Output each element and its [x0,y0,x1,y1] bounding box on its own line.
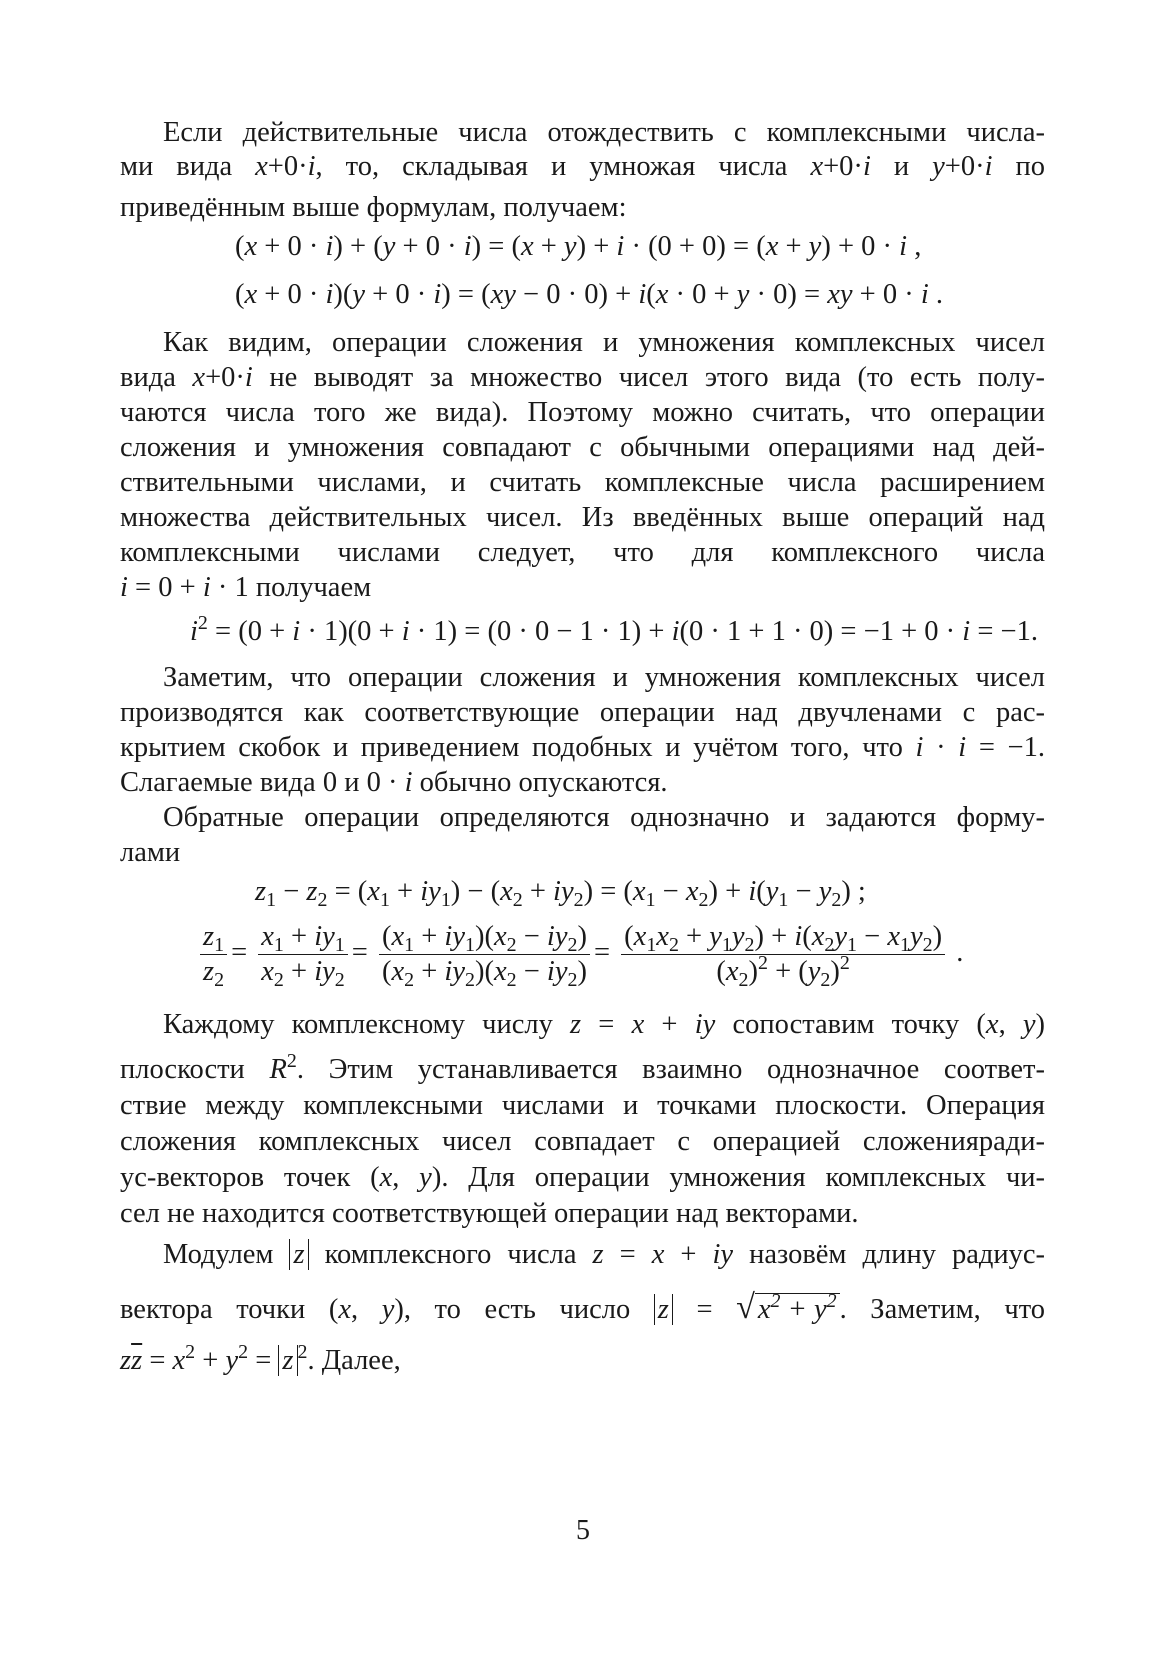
math-x-plus-0i: x+0·i [810,151,871,182]
text: ми вида [120,151,233,182]
p2-line4 [120,430,1045,466]
p3-line3: крытием скобок и приведением подобных и учётом того, что i · i = −1. [120,732,1045,763]
p6-line2 [120,1290,1045,1328]
math-zero: 0 [322,767,345,798]
p5-line1 [163,1007,1045,1043]
text: вектора точки [120,1294,306,1325]
math-i-times-i: i · i = −1 [915,732,1038,763]
text: Заметим, что операции сложения и умножения комплексных чисел [163,662,1045,693]
fraction: $\frac{x_1 + iy_1}{x_2 + iy_2}$ [258,920,348,989]
text: сопоставим точку [732,1009,960,1040]
text: Как видим, операции сложения и умножения комплексных чисел [163,327,1045,358]
p5-line4 [120,1124,1045,1160]
p4-line1 [163,800,1045,836]
p4-line2 [120,835,1045,871]
p2-line3 [120,395,1045,431]
p2-line5 [120,465,1045,501]
text: комплексными числами следует, что для комплексного числа [120,537,1045,568]
p5-line2 [120,1052,1045,1088]
text: крытием скобок и приведением подобных и учётом того, что [120,732,903,763]
text: . Для операции умножения комплексных чи- [441,1162,1046,1193]
math-point-xy: (x, y) [370,1162,442,1193]
text: обычно опускаются. [419,767,668,798]
p6-line3 [120,1343,1045,1379]
text: ствительными числами, и считать комплексные числа расширением [120,467,1045,498]
text: лами [120,837,181,868]
math-x-plus-0i: x+0·i [255,151,316,182]
text: сел не находится соответствующей операции над векторами. [120,1198,859,1229]
text: сложения и умножения совпадают с обычными операциями над дей- [120,432,1045,463]
p2-line8 [120,570,1045,606]
text: ус-векторов точек [120,1162,351,1193]
text: Слагаемые вида [120,767,316,798]
p1-line1 [163,115,1045,151]
text: производятся как соответствующие операции над двучленами с рас- [120,697,1045,728]
text: множества действительных чисел. Из введённых выше операций над [120,502,1045,533]
equation-product-real: (x + 0 · i)(y + 0 · i) = (xy − 0 · 0) + i(x · 0 + y · 0) = xy + 0 · i . [235,279,943,310]
fraction: $\frac{z_1}{z_2}$ [200,920,227,989]
p2-line7 [120,535,1045,571]
text: , то есть число [403,1294,631,1325]
text: Каждому комплексному числу [163,1009,553,1040]
math-r2: $R^2$ [269,1050,297,1085]
text: не выводят за множество чисел этого вида (то есть полу- [269,362,1046,393]
page-number: 5 [576,1515,590,1546]
p6-line1 [163,1237,1045,1273]
text: Если действительные числа отождествить с комплексными числа- [163,117,1045,148]
text: . Этим устанавливается взаимно однозначное соответ- [296,1054,1046,1085]
text: вида [120,362,176,393]
math-y-plus-0i: y+0·i [932,151,993,182]
text: получаем [255,572,372,603]
math-x-plus-0i: x+0·i [192,362,253,393]
p5-line5 [120,1160,1045,1196]
text: и [893,151,910,182]
math-point-xy: (x, y) [976,1009,1046,1040]
equation-subtraction: $z_1 - z_2 = (x_1 + iy_1) - (x_2 + iy_2) = (x_1 - x_2) + i(y_1 - y_2)$ ; [255,876,866,911]
text: Модулем [163,1239,274,1270]
math-point-xy: (x, y) [328,1294,404,1325]
text: комплексного числа [324,1239,577,1270]
p1-line2 [120,149,1045,185]
equation-i-squared: $i^2 = (0 + i \cdot 1)(0 + i \cdot 1) = (0 \cdot 0 - 1 \cdot 1) + i(0 \cdot 1 + 1 \cdot 0) = -1 + 0 \cdot i = -1$. [190,612,1038,647]
p2-line6 [120,500,1045,536]
math-i-definition: i = 0 + i · 1 [120,572,249,603]
text: Обратные операции определяются однозначно и задаются форму- [163,802,1045,833]
text: и [344,767,360,798]
text: чаются числа того же вида). Поэтому можно считать, что операции [120,397,1045,428]
equation-division: $\frac{z_1}{z_2}$ = $\frac{x_1 + iy_1}{x_2 + iy_2}$ = $\frac{(x_1 + iy_1)(x_2 - iy_2)}{(x_2 + iy_2)(x_2 - iy_2)}$ = $\frac{(x_1x_2 + y_1y_2) + i(x_2y_1 - x_1y_2)}{(x_2)^2 + (y_2)^2}$ . [196,920,963,989]
math-z-def: z = x + iy [592,1239,734,1270]
text: . Далее, [307,1345,401,1376]
text: ствие между комплексными числами и точками плоскости. Операция [120,1090,1045,1121]
text: плоскости [120,1054,245,1085]
math-z-conj: $z\overline{z} = x^2 + y^2 = z$ $^2$ [120,1341,308,1376]
p2-line2 [120,360,1045,396]
p1-line3 [120,190,1045,226]
p3-line2 [120,695,1045,731]
math-abs-z: z [289,1239,308,1270]
p3-line1 [163,660,1045,696]
p3-line4 [120,765,1045,801]
math-z-def: z = x + iy [570,1009,716,1040]
text: назовём длину радиус- [749,1239,1046,1270]
math-zero-i: 0 · i [366,767,413,798]
text: приведённым выше формулам, получаем: [120,192,627,223]
text: . Заметим, что [839,1294,1046,1325]
p2-line1 [163,325,1045,361]
text: по [1015,151,1046,182]
text: сложения комплексных чисел совпадает с операцией сложенияради- [120,1126,1045,1157]
equation-sum-real: (x + 0 · i) + (y + 0 · i) = (x + y) + i · (0 + 0) = (x + y) + 0 · i , [235,231,922,262]
fraction: $\frac{(x_1x_2 + y_1y_2) + i(x_2y_1 - x_1y_2)}{(x_2)^2 + (y_2)^2}$ [621,920,945,989]
p5-line6 [120,1196,1045,1232]
math-modulus: z = √ $x^2 + y^2$ [654,1294,840,1325]
text: , то, складывая и умножая числа [315,151,788,182]
p5-line3 [120,1088,1045,1124]
fraction: $\frac{(x_1 + iy_1)(x_2 - iy_2)}{(x_2 + iy_2)(x_2 - iy_2)}$ [379,920,590,989]
